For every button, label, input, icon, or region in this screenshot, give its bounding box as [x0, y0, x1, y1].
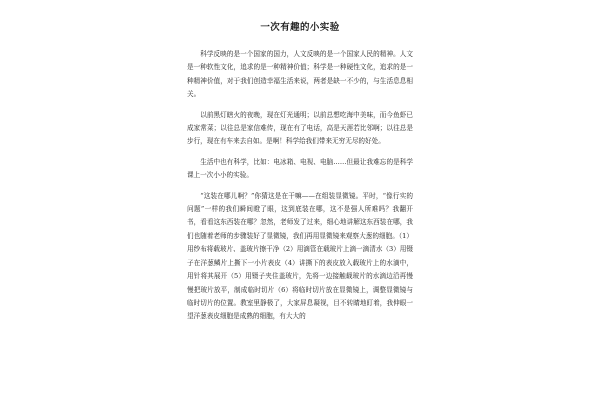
paragraph-4: “这装在哪儿啊？”你猜这是在干嘛——在组装显微镜。平时，“像行实的问题”一样的我们瞬间瞪了眼，这到底装在哪，这不是强人所难吗？我翻开书，看看这东西装在哪？忽然，老师发了过来，细心地讲解这东西装在哪，我们也随着老师的步骤装好了显微镜，我们再用显微镜来观察大葱的细胞。（1）用纱布将载玻片、盖玻片擦干净（2）用滴管在载玻片上滴一滴清水（3）用镊子在洋葱鳞片上撕下一小片表皮（4）讲撕下的表皮放入载玻片上的水滴中，用针将其展开（5）用镊子夹住盖玻片，先将一边接触载玻片的水滴边沿再慢慢把玻片放平，制成临时切片（6）将临时切片放在显微镜上，调整显微镜与临时切片的位置。教室里静极了，大家屏息凝视，目不转睛地盯着，我伸眼一望洋葱表皮细胞是成熟的细胞，有大大的: [187, 191, 413, 321]
paragraph-1: 科学反映的是一个国家的国力，人文反映的是一个国家人民的精神。人文是一种软性文化，追求的是一种精神价值；科学是一种硬性文化，追求的是一种精神价值，对于我们创造幸福生活来说，两者是缺一不少的，与生活息息相关。: [187, 50, 413, 99]
document-title: 一次有趣的小实验: [260, 22, 340, 33]
document-body: [187, 48, 413, 324]
paragraph-3: 生活中也有科学，比如：电冰箱、电视、电脑……但最让我难忘的是科学课上一次小小的实验。: [187, 157, 413, 180]
paragraph-2: 以前黑灯瞎火的夜晚，现在灯光通明；以前总想吃海中美味，而今鱼虾已成家常菜；以往总是家信难传，现在有了电话，高是天涯若比邻啊；以往总是步行，现在有车来去自如。是啊！科学给我们带来无穷无尽的好处。: [187, 110, 413, 146]
